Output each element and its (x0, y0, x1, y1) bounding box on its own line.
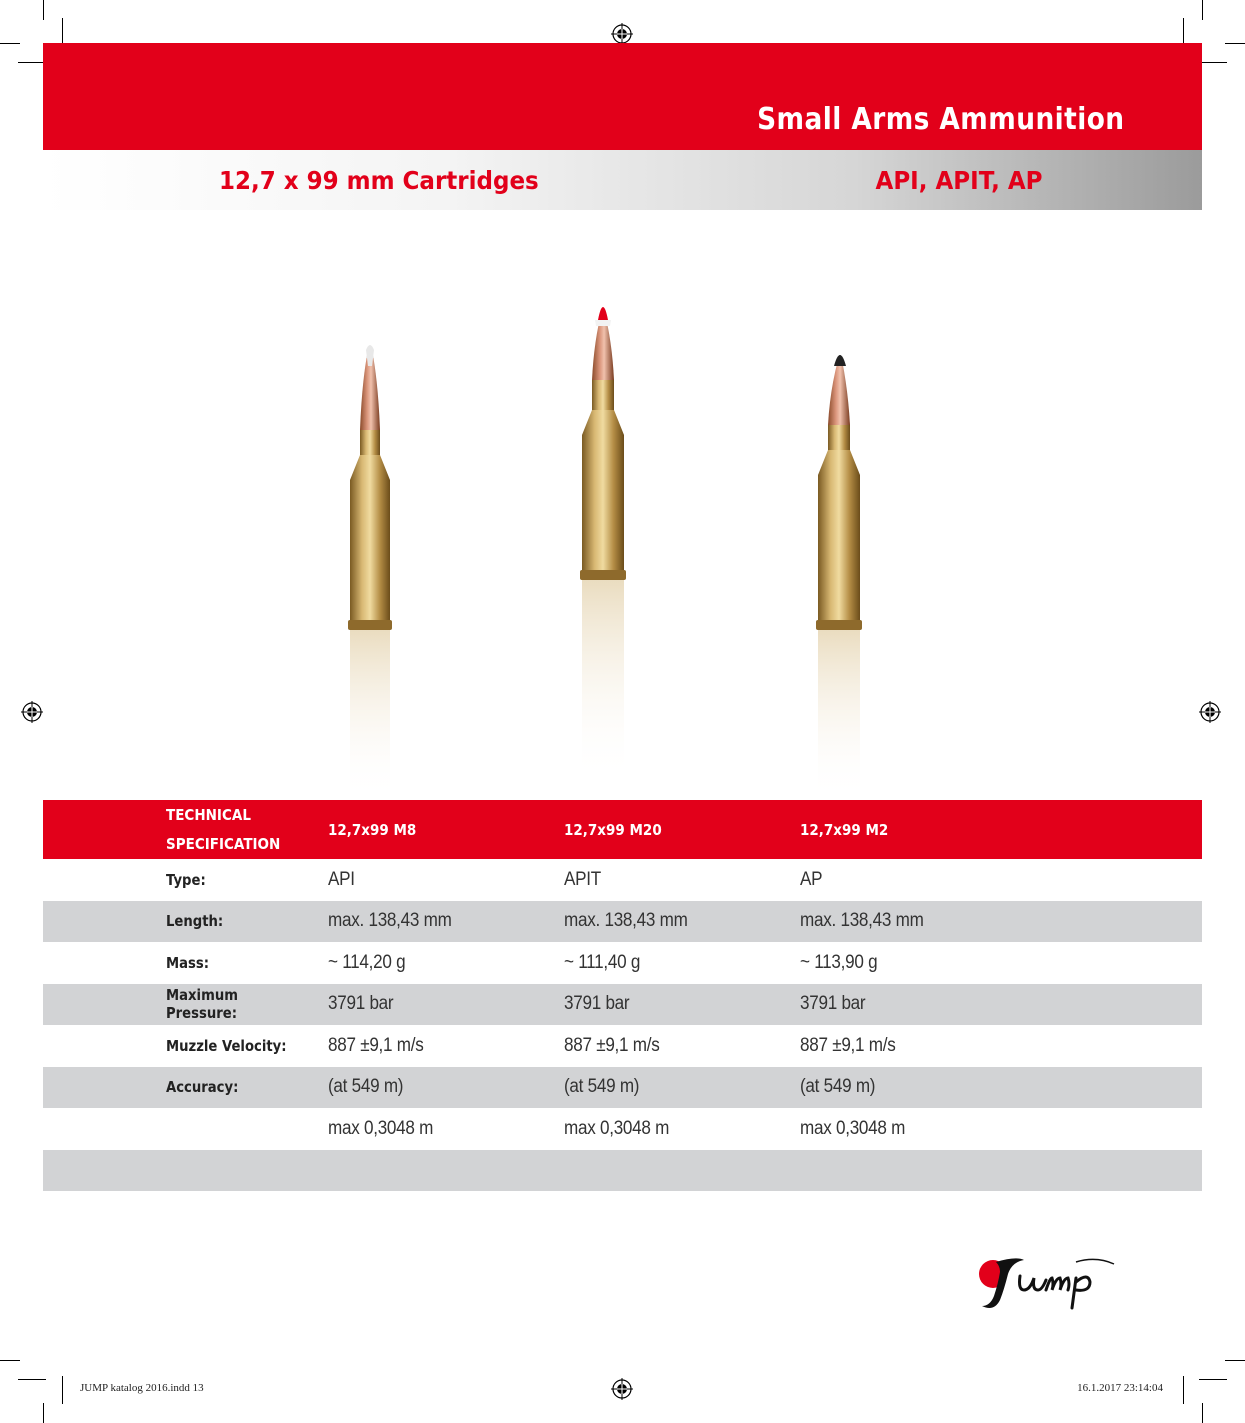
table-cell: 887 ±9,1 m/s (800, 1034, 896, 1056)
table-row-accuracy-max (43, 1108, 1202, 1150)
table-row-velocity (43, 1025, 1202, 1067)
table-cell: max 0,3048 m (800, 1117, 906, 1139)
table-cell: API (328, 868, 355, 890)
page-title: Small Arms Ammunition (757, 102, 1125, 137)
registration-mark-icon (21, 701, 43, 723)
table-cell: 887 ±9,1 m/s (564, 1034, 660, 1056)
footer-timestamp: 16.1.2017 23:14:04 (1077, 1382, 1163, 1394)
table-row-type (43, 859, 1202, 901)
table-cell: (at 549 m) (564, 1076, 640, 1098)
table-cell: ~ 111,40 g (564, 951, 641, 973)
table-cell: ~ 114,20 g (328, 951, 406, 973)
table-cell: max. 138,43 mm (564, 910, 688, 932)
table-cell: max. 138,43 mm (328, 910, 452, 932)
table-row-empty (43, 1150, 1202, 1192)
row-label: Length: (166, 912, 224, 931)
footer-file-name: JUMP katalog 2016.indd 13 (80, 1382, 204, 1394)
column-header-m20: 12,7x99 M20 (564, 820, 662, 839)
table-row-pressure (43, 984, 1202, 1026)
column-header-m8: 12,7x99 M8 (328, 820, 417, 839)
table-cell: (at 549 m) (800, 1076, 876, 1098)
table-row-accuracy (43, 1067, 1202, 1109)
jump-logo (976, 1250, 1121, 1320)
table-header-label: TECHNICAL SPECIFICATION (166, 805, 281, 853)
cartridge-m2 (816, 355, 862, 800)
product-title: 12,7 x 99 mm Cartridges (219, 166, 539, 195)
table-cell: 3791 bar (328, 993, 394, 1015)
row-label: Muzzle Velocity: (166, 1036, 287, 1055)
cartridge-m8 (348, 345, 392, 800)
cartridges-illustration (300, 280, 940, 800)
table-row-length (43, 901, 1202, 943)
table-cell: 887 ±9,1 m/s (328, 1034, 424, 1056)
registration-mark-icon (611, 23, 633, 45)
table-cell (800, 1150, 1007, 1192)
table-cell: max 0,3048 m (328, 1117, 434, 1139)
registration-mark-icon (611, 1378, 633, 1400)
spec-table (43, 800, 1202, 1191)
cartridge-m20 (580, 307, 626, 780)
row-label: Mass: (166, 953, 210, 972)
registration-mark-icon (1199, 701, 1221, 723)
row-label: Maximum Pressure: (166, 986, 238, 1023)
table-cell (564, 1150, 771, 1192)
table-row-mass (43, 942, 1202, 984)
table-cell: APIT (564, 868, 601, 890)
column-header-m2: 12,7x99 M2 (800, 820, 889, 839)
table-cell: max 0,3048 m (564, 1117, 670, 1139)
row-label: Type: (166, 870, 206, 889)
table-cell: (at 549 m) (328, 1076, 404, 1098)
table-cell: AP (800, 868, 823, 890)
table-cell (328, 1150, 535, 1192)
table-cell: ~ 113,90 g (800, 951, 878, 973)
product-variants: API, APIT, AP (876, 166, 1043, 195)
table-cell: max. 138,43 mm (800, 910, 924, 932)
table-cell: 3791 bar (564, 993, 630, 1015)
row-label (166, 1108, 307, 1150)
row-label: Accuracy: (166, 1078, 239, 1097)
row-label (166, 1150, 307, 1192)
table-cell: 3791 bar (800, 993, 866, 1015)
table-header-row (43, 800, 1202, 859)
